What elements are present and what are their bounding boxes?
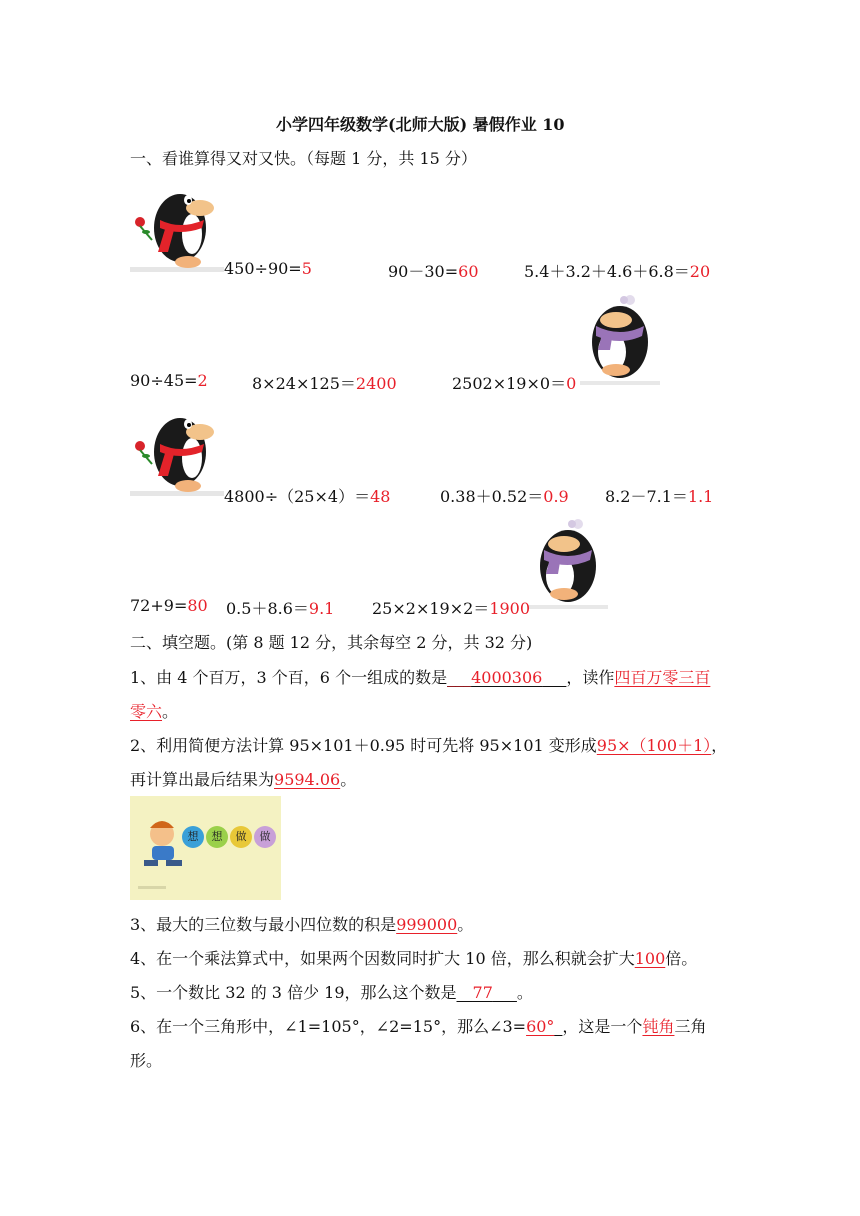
question-2-cont: 再计算出最后结果为9594.06。 bbox=[130, 770, 357, 789]
problem-2: 90－30=60 bbox=[388, 262, 479, 281]
problem-7: 4800÷（25×4）＝48 bbox=[224, 487, 391, 506]
problem-6: 2502×19×0＝0 bbox=[452, 374, 577, 393]
banner-char-4: 做 bbox=[254, 826, 276, 848]
question-4: 4、在一个乘法算式中，如果两个因数同时扩大 10 倍，那么积就会扩大100倍。 bbox=[130, 949, 698, 968]
problem-11: 0.5＋8.6＝9.1 bbox=[226, 599, 335, 618]
question-2: 2、利用简便方法计算 95×101＋0.95 时可先将 95×101 变形成95×（100＋1）， bbox=[130, 736, 728, 755]
cartoon-boy-icon bbox=[130, 796, 281, 900]
problem-8: 0.38＋0.52＝0.9 bbox=[440, 487, 569, 506]
problem-4: 90÷45=2 bbox=[130, 371, 208, 390]
penguin-purple-scarf-icon bbox=[528, 514, 608, 610]
problem-3: 5.4＋3.2＋4.6＋6.8＝20 bbox=[524, 262, 711, 281]
penguin-red-scarf-icon bbox=[130, 178, 224, 274]
question-5: 5、一个数比 32 的 3 倍少 19，那么这个数是__77___。 bbox=[130, 983, 533, 1002]
problem-12: 25×2×19×2＝1900 bbox=[372, 599, 531, 618]
banner-char-1: 想 bbox=[182, 826, 204, 848]
page-title: 小学四年级数学(北师大版) 暑假作业 10 bbox=[276, 115, 565, 134]
question-1: 1、由 4 个百万，3 个百，6 个一组成的数是___4000306___，读作四百万零三百 bbox=[130, 668, 711, 687]
problem-10: 72+9=80 bbox=[130, 596, 208, 615]
problem-1: 450÷90=5 bbox=[224, 259, 312, 278]
problem-9: 8.2－7.1＝1.1 bbox=[605, 487, 714, 506]
penguin-purple-scarf-icon bbox=[580, 290, 660, 386]
question-6-cont: 形。 bbox=[130, 1051, 163, 1070]
section1-heading: 一、看谁算得又对又快。（每题 1 分，共 15 分） bbox=[130, 149, 477, 168]
banner-char-2: 想 bbox=[206, 826, 228, 848]
think-and-do-banner bbox=[130, 796, 281, 900]
banner-char-3: 做 bbox=[230, 826, 252, 848]
penguin-red-scarf-icon bbox=[130, 402, 224, 498]
question-1-cont: 零六。 bbox=[130, 702, 179, 721]
question-6: 6、在一个三角形中，∠1=105°，∠2=15°，那么∠3=60°_，这是一个钝角三角 bbox=[130, 1017, 707, 1036]
problem-5: 8×24×125＝2400 bbox=[252, 374, 397, 393]
question-3: 3、最大的三位数与最小四位数的积是999000。 bbox=[130, 915, 474, 934]
section2-heading: 二、填空题。(第 8 题 12 分，其余每空 2 分，共 32 分) bbox=[130, 633, 533, 652]
